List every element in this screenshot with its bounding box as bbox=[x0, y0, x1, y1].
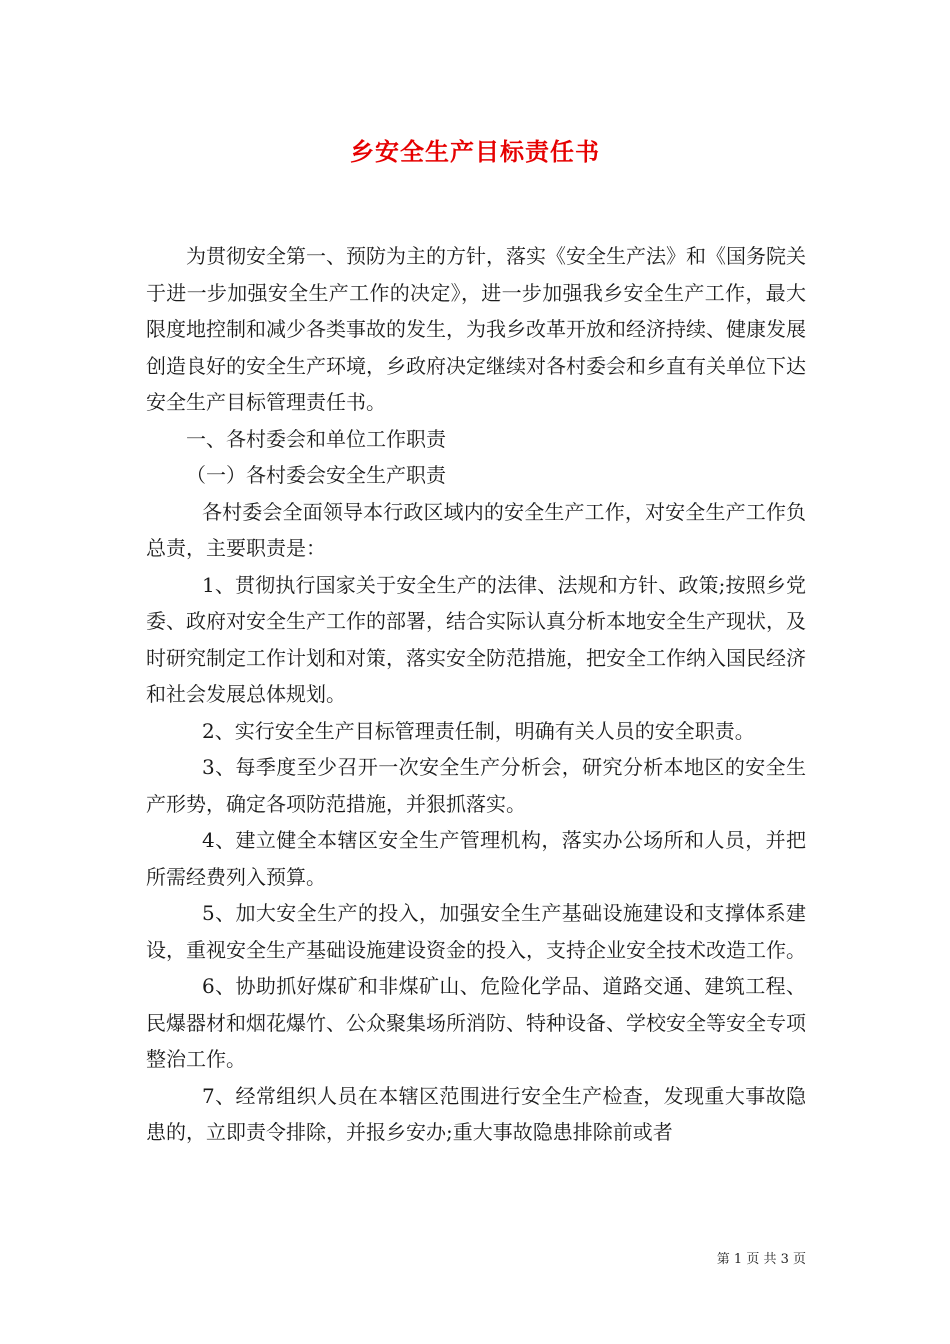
duty-item-5: 5、加大安全生产的投入，加强安全生产基础设施建设和支撑体系建设，重视安全生产基础设施建设资金的投入，支持企业安全技术改造工作。 bbox=[146, 901, 806, 962]
duty-item-4: 4、建立健全本辖区安全生产管理机构，落实办公场所和人员，并把所需经费列入预算。 bbox=[146, 828, 806, 889]
paragraph-duties-intro: 各村委会全面领导本行政区域内的安全生产工作，对安全生产工作负总责，主要职责是： bbox=[146, 499, 806, 560]
page-number: 第 1 页 共 3 页 bbox=[716, 1252, 806, 1267]
document-title: 乡安全生产目标责任书 bbox=[350, 138, 600, 166]
section-heading-1: 一、各村委会和单位工作职责 bbox=[186, 426, 446, 451]
duty-item-1: 1、贯彻执行国家关于安全生产的法律、法规和方针、政策;按照乡党委、政府对安全生产工作的部署，结合实际认真分析本地安全生产现状，及时研究制定工作计划和对策，落实安全防范措施，把安全工作纳入国民经济和社会发展总体规划。 bbox=[146, 572, 806, 706]
subsection-heading-1: （一）各村委会安全生产职责 bbox=[186, 463, 446, 487]
duty-item-3: 3、每季度至少召开一次安全生产分析会，研究分析本地区的安全生产形势，确定各项防范措施，并狠抓落实。 bbox=[146, 755, 806, 816]
duty-item-6: 6、协助抓好煤矿和非煤矿山、危险化学品、道路交通、建筑工程、民爆器材和烟花爆竹、公众聚集场所消防、特种设备、学校安全等安全专项整治工作。 bbox=[146, 974, 806, 1071]
duty-item-7: 7、经常组织人员在本辖区范围进行安全生产检查，发现重大事故隐患的，立即责令排除，并报乡安办;重大事故隐患排除前或者 bbox=[146, 1083, 806, 1144]
duty-item-2: 2、实行安全生产目标管理责任制，明确有关人员的安全职责。 bbox=[202, 718, 755, 743]
document-body bbox=[146, 238, 806, 1151]
paragraph-intro: 为贯彻安全第一、预防为主的方针，落实《安全生产法》和《国务院关于进一步加强安全生产工作的决定》，进一步加强我乡安全生产工作，最大限度地控制和减少各类事故的发生，为我乡改革开放和经济持续、健康发展创造良好的安全生产环境，乡政府决定继续对各村委会和乡直有关单位下达安全生产目标管理责任书。 bbox=[146, 244, 806, 414]
